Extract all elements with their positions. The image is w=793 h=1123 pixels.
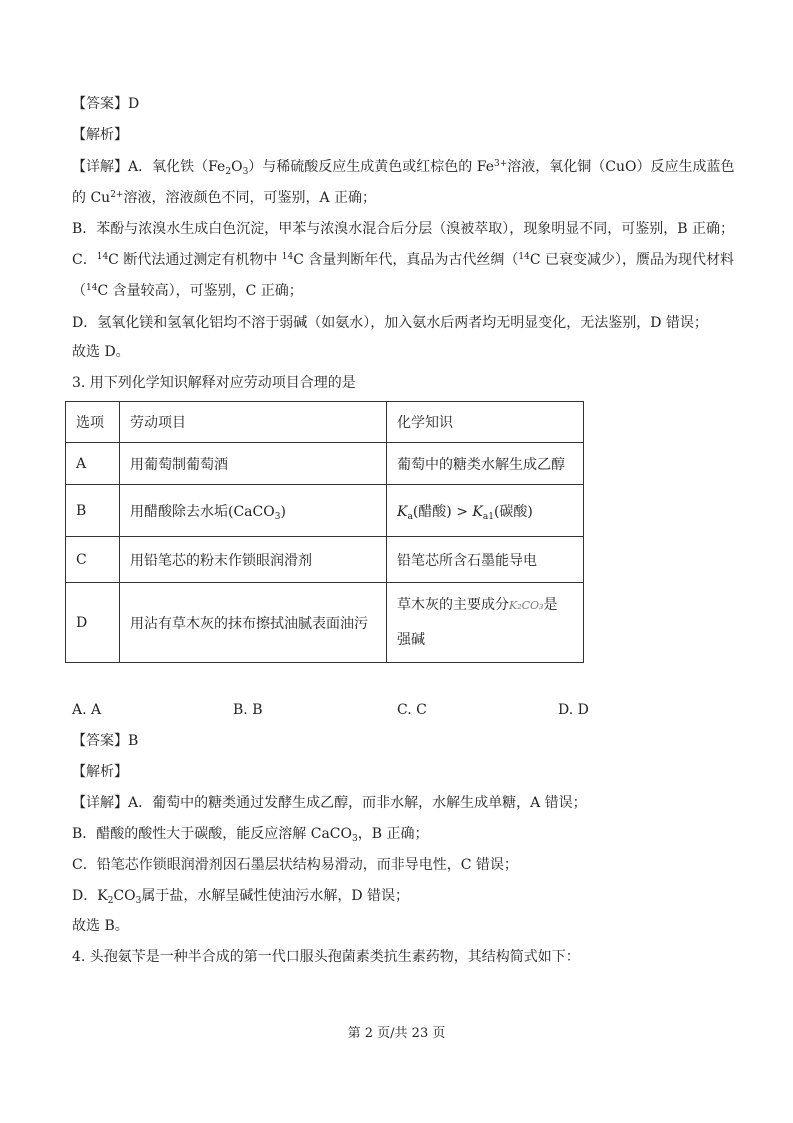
explanation-line: B．醋酸的酸性大于碳酸，能反应溶解 CaCO$_3$，B 正确； xyxy=(72,826,429,844)
option-d: D. D xyxy=(558,702,589,718)
option-c: C. C xyxy=(397,702,427,718)
conclusion-line: 故选 B。 xyxy=(72,918,129,934)
table-row xyxy=(66,485,584,537)
question-stem: 3. 用下列化学知识解释对应劳动项目合理的是 xyxy=(72,375,356,391)
knowledge-cell: 草木灰的主要成分K₂CO₃是 强碱 xyxy=(387,583,584,663)
table-header-cell: 化学知识 xyxy=(387,402,584,443)
explanation-line: 的 $Cu^{2+}$溶液，溶液颜色不同，可鉴别，A 正确； xyxy=(72,190,377,206)
question-table xyxy=(65,401,584,663)
task-cell: 用沾有草木灰的抹布擦拭油腻表面油污 xyxy=(120,583,387,663)
task-cell: 用葡萄制葡萄酒 xyxy=(120,443,387,485)
table-header-cell: 选项 xyxy=(66,402,120,443)
answer-label: 【答案】B xyxy=(72,733,139,749)
explanation-line: 【详解】A．氧化铁$(Fe_2O_3)$与稀硫酸反应生成黄色或红棕色的 $Fe^{3+}$溶液，氧化铜（CuO）反应生成蓝色 xyxy=(72,159,735,177)
analysis-label: 【解析】 xyxy=(72,764,128,780)
knowledge-cell: 葡萄中的糖类水解生成乙醇 xyxy=(387,443,584,485)
option-b: B. B xyxy=(233,702,263,718)
table-row xyxy=(66,583,584,663)
formula-k2co3: K₂CO₃ xyxy=(509,599,544,612)
table-header-row xyxy=(66,402,584,443)
explanation-line: C．$^{14}$C 断代法通过测定有机物中 $^{14}$C 含量判断年代，真品为古代丝绸（$^{14}$C 已衰变减少），赝品为现代材料 xyxy=(72,252,735,268)
task-cell: 用醋酸除去水垢(CaCO$_3$) xyxy=(120,485,387,537)
option-a: A. A xyxy=(72,702,102,718)
option-cell: D xyxy=(66,583,120,663)
explanation-line: B．苯酚与浓溴水生成白色沉淀，甲苯与浓溴水混合后分层（溴被萃取），现象明显不同，可鉴别，B 正确； xyxy=(72,221,735,237)
explanation-line: 【详解】A．葡萄中的糖类通过发酵生成乙醇，而非水解，水解生成单糖，A 错误； xyxy=(72,795,587,811)
question-stem: 4. 头孢氨苄是一种半合成的第一代口服头孢菌素类抗生素药物，其结构简式如下： xyxy=(72,949,580,965)
explanation-line: C．铅笔芯作锁眼润滑剂因石墨层状结构易滑动，而非导电性，C 错误； xyxy=(72,857,518,873)
conclusion-line: 故选 D。 xyxy=(72,344,130,360)
table-header-cell: 劳动项目 xyxy=(120,402,387,443)
table-row xyxy=(66,443,584,485)
explanation-line: D．氢氧化镁和氢氧化铝均不溶于弱碱（如氨水），加入氨水后两者均无明显变化，无法鉴别，D 错误； xyxy=(72,315,708,331)
analysis-label: 【解析】 xyxy=(72,127,128,143)
knowledge-cell: 铅笔芯所含石墨能导电 xyxy=(387,537,584,583)
task-cell: 用铅笔芯的粉末作锁眼润滑剂 xyxy=(120,537,387,583)
explanation-line: （$^{14}$C 含量较高），可鉴别，C 正确； xyxy=(72,283,303,299)
option-cell: C xyxy=(66,537,120,583)
table-row xyxy=(66,537,584,583)
option-cell: A xyxy=(66,443,120,485)
option-cell: B xyxy=(66,485,120,537)
explanation-line: D．$K_2CO_3$属于盐，水解呈碱性使油污水解，D 错误； xyxy=(72,888,410,906)
page-footer: 第 2 页/共 23 页 xyxy=(347,1026,446,1041)
answer-label: 【答案】D xyxy=(72,96,140,112)
knowledge-cell: $K_a$(醋酸) > $K_{a1}$(碳酸) xyxy=(387,485,584,537)
